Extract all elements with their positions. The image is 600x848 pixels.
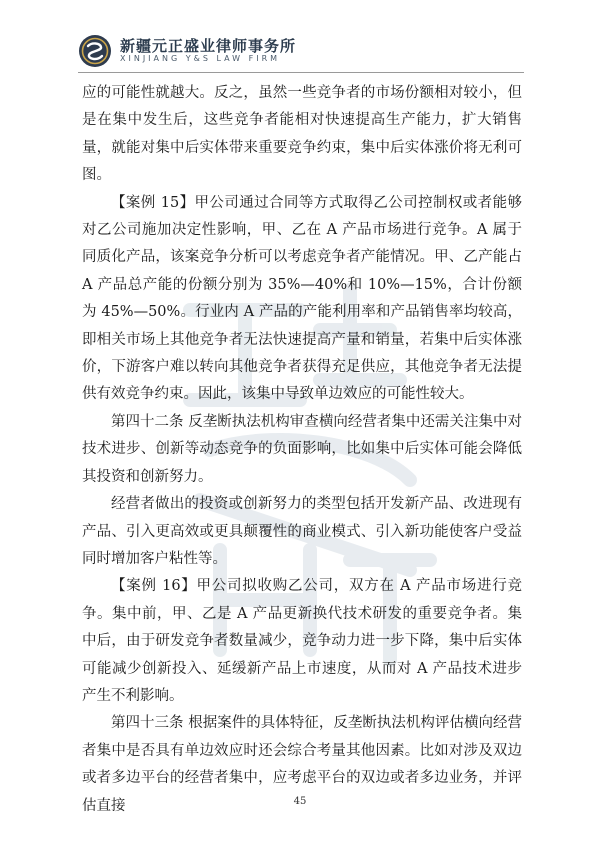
page-header bbox=[78, 34, 538, 68]
paragraph-article-43: 第四十三条 根据案件的具体特征，反垄断执法机构评估横向经营者集中是否具有单边效应时还会综合考量其他因素。比如对涉及双边或者多边平台的经营者集中，应考虑平台的双边或者多边业务，并评估直接 bbox=[82, 715, 522, 814]
firm-name-cn: 新疆元正盛业律师事务所 bbox=[120, 37, 297, 55]
firm-name-en: XINJIANG Y&S LAW FIRM bbox=[120, 54, 281, 63]
paragraph-innovation-types: 经营者做出的投资或创新努力的类型包括开发新产品、改进现有产品、引入更高效或更具颠覆性的商业模式、引入新功能使客户受益同时增加客户粘性等。 bbox=[82, 496, 522, 567]
ys-firm-logo-icon bbox=[78, 34, 112, 68]
paragraph-case-15: 【案例 15】甲公司通过合同等方式取得乙公司控制权或者能够对乙公司施加决定性影响，甲、乙在 A 产品市场进行竞争。A 属于同质化产品，该案竞争分析可以考虑竞争者产能情况。甲、乙产能占 A 产品总产能的份额分别为 35%—40%和 10%—15%，合计份额为 45%—50%。行业内 A 产品的产能利用率和产品销售率均较高，即相关市场上其他竞争者无法快速提高产量和销量，若集中后实体涨价，下游客户难以转向其他竞争者获得充足供应，其他竞争者无法提供有效竞争约束。因此，该集中导致单边效应的可能性较大。 bbox=[82, 194, 522, 403]
document-body bbox=[82, 80, 522, 820]
header-divider bbox=[78, 72, 524, 73]
paragraph-continuation: 应的可能性就越大。反之，虽然一些竞争者的市场份额相对较小，但是在集中发生后，这些竞争者能相对快速提高生产能力，扩大销售量，就能对集中后实体带来重要竞争约束，集中后实体涨价将无利可图。 bbox=[82, 85, 522, 184]
paragraph-article-42: 第四十二条 反垄断执法机构审查横向经营者集中还需关注集中对技术进步、创新等动态竞争的负面影响，比如集中后实体可能会降低其投资和创新努力。 bbox=[82, 413, 522, 485]
paragraph-case-16: 【案例 16】甲公司拟收购乙公司，双方在 A 产品市场进行竞争。集中前，甲、乙是 A 产品更新换代技术研发的重要竞争者。集中后，由于研发竞争者数量减少，竞争动力进一步下降，集中后实体可能减少创新投入、延缓新产品上市速度，从而对 A 产品技术进步产生不利影响。 bbox=[82, 578, 522, 704]
page-number: 45 bbox=[293, 796, 307, 807]
